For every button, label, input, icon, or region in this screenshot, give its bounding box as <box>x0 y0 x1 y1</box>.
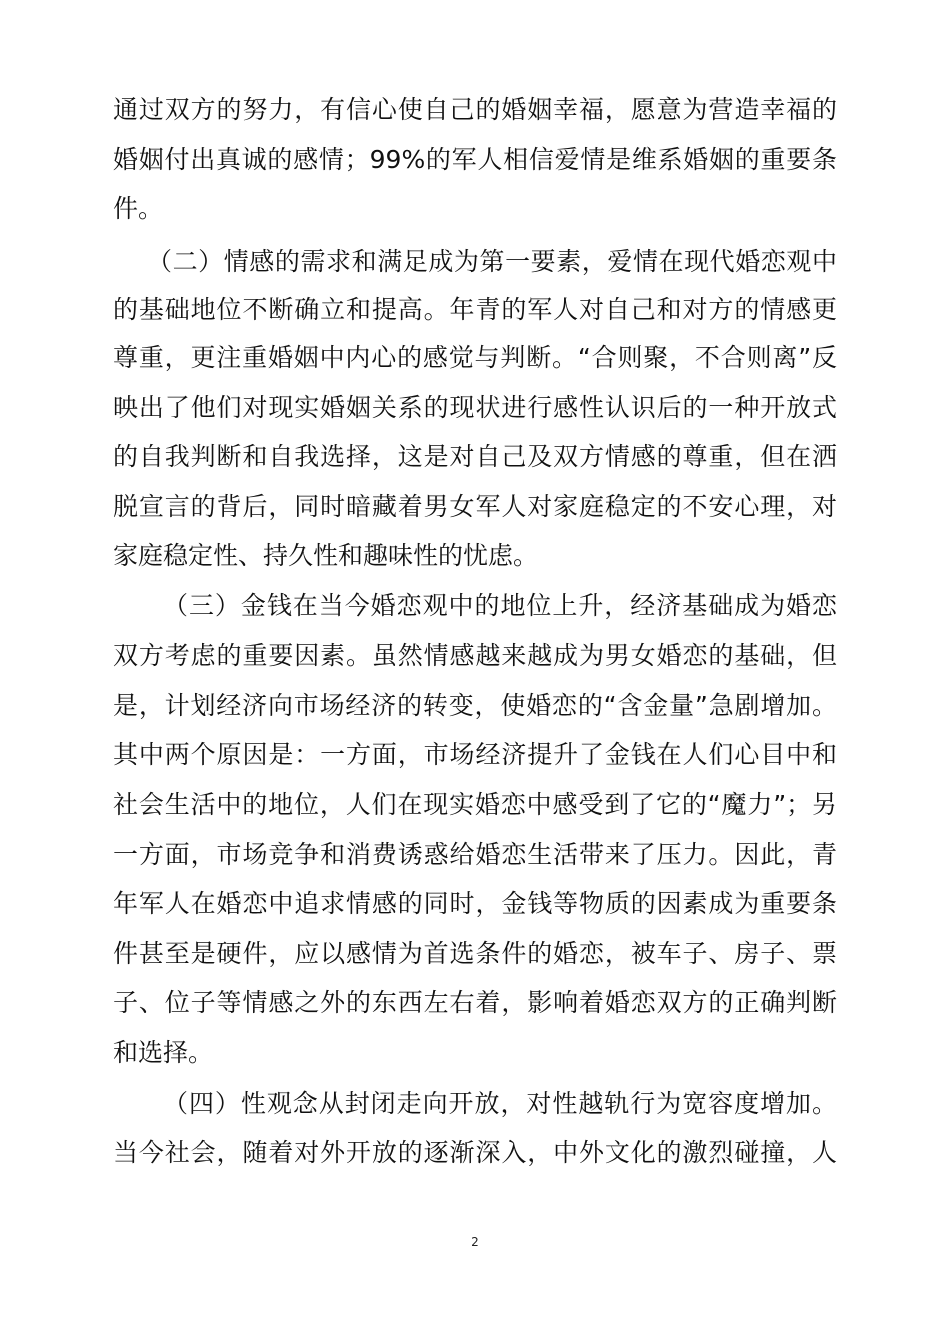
text-line: 和选择。 <box>113 1038 214 1067</box>
text-line: 的基础地位不断确立和提高。年青的军人对自己和对方的情感更 <box>113 295 837 324</box>
text-line: 一方面，市场竞争和消费诱惑给婚恋生活带来了压力。因此，青 <box>113 840 837 869</box>
paragraph-first-line: （二）情感的需求和满足成为第一要素，爱情在现代婚恋观中 <box>147 247 837 276</box>
paragraph-first-line: （四）性观念从封闭走向开放，对性越轨行为宽容度增加。 <box>163 1089 837 1118</box>
text-line: 通过双方的努力，有信心使自己的婚姻幸福，愿意为营造幸福的 <box>113 95 837 124</box>
text-line: 件甚至是硬件，应以感情为首选条件的婚恋，被车子、房子、票 <box>113 939 837 968</box>
page-number: 2 <box>471 1235 479 1249</box>
text-line: 其中两个原因是：一方面，市场经济提升了金钱在人们心目中和 <box>113 740 837 769</box>
text-line: 婚姻付出真诚的感情；99%的军人相信爱情是维系婚姻的重要条 <box>113 145 837 174</box>
text-line: 双方考虑的重要因素。虽然情感越来越成为男女婚恋的基础，但 <box>113 641 837 670</box>
text-line: 的自我判断和自我选择，这是对自己及双方情感的尊重，但在洒 <box>113 442 837 471</box>
text-line: 社会生活中的地位，人们在现实婚恋中感受到了它的“魔力”；另 <box>113 790 837 819</box>
text-line: 年军人在婚恋中追求情感的同时，金钱等物质的因素成为重要条 <box>113 889 837 918</box>
text-line: 尊重，更注重婚姻中内心的感觉与判断。“合则聚，不合则离”反 <box>113 343 837 372</box>
text-line: 映出了他们对现实婚姻关系的现状进行感性认识后的一种开放式 <box>113 393 837 422</box>
text-line: 件。 <box>113 194 164 223</box>
paragraph-first-line: （三）金钱在当今婚恋观中的地位上升，经济基础成为婚恋 <box>163 591 837 620</box>
text-line: 子、位子等情感之外的东西左右着，影响着婚恋双方的正确判断 <box>113 988 837 1017</box>
text-line: 脱宣言的背后，同时暗藏着男女军人对家庭稳定的不安心理，对 <box>113 492 837 521</box>
text-line: 是，计划经济向市场经济的转变，使婚恋的“含金量”急剧增加。 <box>113 691 837 720</box>
text-line: 当今社会，随着对外开放的逐渐深入，中外文化的激烈碰撞，人 <box>113 1138 837 1167</box>
text-line: 家庭稳定性、持久性和趣味性的忧虑。 <box>113 541 539 570</box>
